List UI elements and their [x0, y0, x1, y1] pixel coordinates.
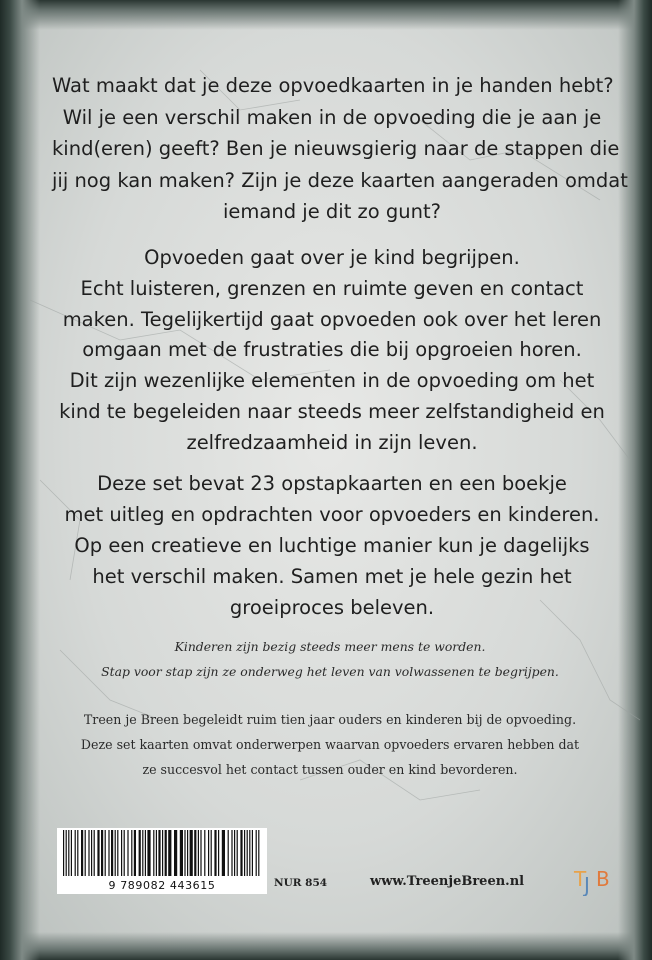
barcode-bar — [97, 830, 99, 876]
text-line: Wil je een verschil maken in de opvoeding die je aan je — [62, 105, 602, 129]
text-line: iemand je dit zo gunt? — [222, 200, 441, 224]
logo-letter-b: B — [596, 867, 610, 891]
barcode-bar — [115, 830, 116, 876]
barcode-bar — [208, 830, 209, 876]
barcode-bar — [222, 830, 225, 876]
barcode-bar — [258, 830, 259, 876]
barcode-bar — [249, 830, 250, 876]
barcode-bar — [162, 830, 163, 876]
barcode-bar — [142, 830, 143, 876]
barcode-bar — [240, 830, 242, 876]
barcode-bar — [198, 830, 199, 876]
barcode-bars — [61, 830, 263, 878]
barcode-bar — [127, 830, 128, 876]
tjb-logo — [572, 864, 616, 896]
barcode-bar — [200, 830, 201, 876]
text-line: Op een creatieve en luchtige manier kun je dagelijks — [74, 534, 590, 557]
barcode-bar — [139, 830, 141, 876]
barcode-bar — [85, 830, 86, 876]
text-line: Echt luisteren, grenzen en ruimte geven en contact — [80, 276, 584, 300]
barcode-bar — [158, 830, 160, 876]
website-url: www.TreenjeBreen.nl — [370, 874, 525, 889]
barcode-bar — [75, 830, 76, 876]
logo-letter-t: T — [574, 867, 587, 891]
parenting-paragraph — [52, 243, 612, 459]
barcode-bar — [71, 830, 72, 876]
text-line: met uitleg en opdrachten voor opvoeders en kinderen. — [64, 503, 600, 526]
text-line: groeiproces beleven. — [229, 596, 435, 619]
isbn-number: 9 789082 443615 — [108, 879, 216, 892]
barcode-bar — [147, 830, 150, 876]
barcode-bar — [77, 830, 78, 876]
barcode-bar — [101, 830, 103, 876]
text-line: kind te begeleiden naar steeds meer zelfstandigheid en — [59, 399, 605, 423]
nur-code: NUR 854 — [274, 877, 328, 889]
barcode-bar — [247, 830, 248, 876]
barcode-bar — [108, 830, 109, 876]
text-line: kind(eren) geeft? Ben je nieuwsgierig naar de stappen die — [52, 137, 620, 161]
barcode-bar — [237, 830, 238, 876]
barcode-bar — [244, 830, 245, 876]
barcode-bar — [194, 830, 196, 876]
barcode-bar — [168, 830, 171, 876]
quote-line: Kinderen zijn bezig steeds meer mens te worden. — [174, 639, 486, 654]
barcode-bar — [174, 830, 177, 876]
barcode-bar — [218, 830, 219, 876]
barcode-bar — [190, 830, 193, 876]
barcode-bar — [204, 830, 205, 876]
barcode-bar — [256, 830, 257, 876]
barcode-bar — [68, 830, 69, 876]
barcode-bar — [81, 830, 83, 876]
barcode-bar — [91, 830, 92, 876]
text-line: maken. Tegelijkertijd gaat opvoeden ook over het leren — [62, 307, 602, 331]
quote-line: Stap voor stap zijn ze onderweg het leven van volwassenen te begrijpen. — [101, 664, 559, 679]
barcode-bar — [187, 830, 188, 876]
text-line: Deze set bevat 23 opstapkaarten en een boekje — [97, 472, 567, 495]
contents-paragraph — [52, 468, 612, 623]
intro-paragraph — [52, 70, 628, 228]
text-line: zelfredzaamheid in zijn leven. — [186, 430, 478, 454]
text-line: Dit zijn wezenlijke elementen in de opvoeding om het — [69, 369, 595, 393]
bio-line: ze succesvol het contact tussen ouder en kind bevorderen. — [142, 762, 518, 777]
barcode-bar — [117, 830, 118, 876]
barcode-bar — [63, 830, 64, 876]
barcode-bar — [211, 830, 212, 876]
text-line: Wat maakt dat je deze opvoedkaarten in je handen hebt? — [52, 74, 614, 97]
barcode-bar — [228, 830, 229, 876]
barcode-bar — [252, 830, 253, 876]
italic-quote — [60, 634, 600, 684]
barcode-bar — [165, 830, 167, 876]
barcode-bar — [124, 830, 125, 876]
bio-line: Treen je Breen begeleidt ruim tien jaar ouders en kinderen bij de opvoeding. — [83, 712, 577, 727]
barcode-bar — [234, 830, 235, 876]
barcode-bar — [94, 830, 95, 876]
barcode-bar — [153, 830, 154, 876]
text-line: omgaan met de frustraties die bij opgroeien horen. — [82, 338, 582, 362]
barcode-bar — [88, 830, 89, 876]
barcode-bar — [121, 830, 122, 876]
text-line: Opvoeden gaat over je kind begrijpen. — [144, 246, 520, 269]
barcode-bar — [214, 830, 216, 876]
barcode-bar — [111, 830, 113, 876]
text-line: jij nog kan maken? Zijn je deze kaarten aangeraden omdat — [52, 168, 628, 192]
barcode — [57, 828, 267, 894]
barcode-bar — [180, 830, 183, 876]
barcode-bar — [131, 830, 132, 876]
barcode-bar — [134, 830, 136, 876]
barcode-bar — [145, 830, 146, 876]
barcode-bar — [231, 830, 232, 876]
barcode-bar — [156, 830, 157, 876]
barcode-bar — [105, 830, 106, 876]
barcode-bar — [184, 830, 185, 876]
author-bio — [60, 707, 600, 782]
text-line: het verschil maken. Samen met je hele gezin het — [92, 565, 572, 588]
bio-line: Deze set kaarten omvat onderwerpen waarvan opvoeders ervaren hebben dat — [80, 737, 580, 752]
logo-letter-j: J — [584, 873, 590, 896]
barcode-bar — [66, 830, 67, 876]
